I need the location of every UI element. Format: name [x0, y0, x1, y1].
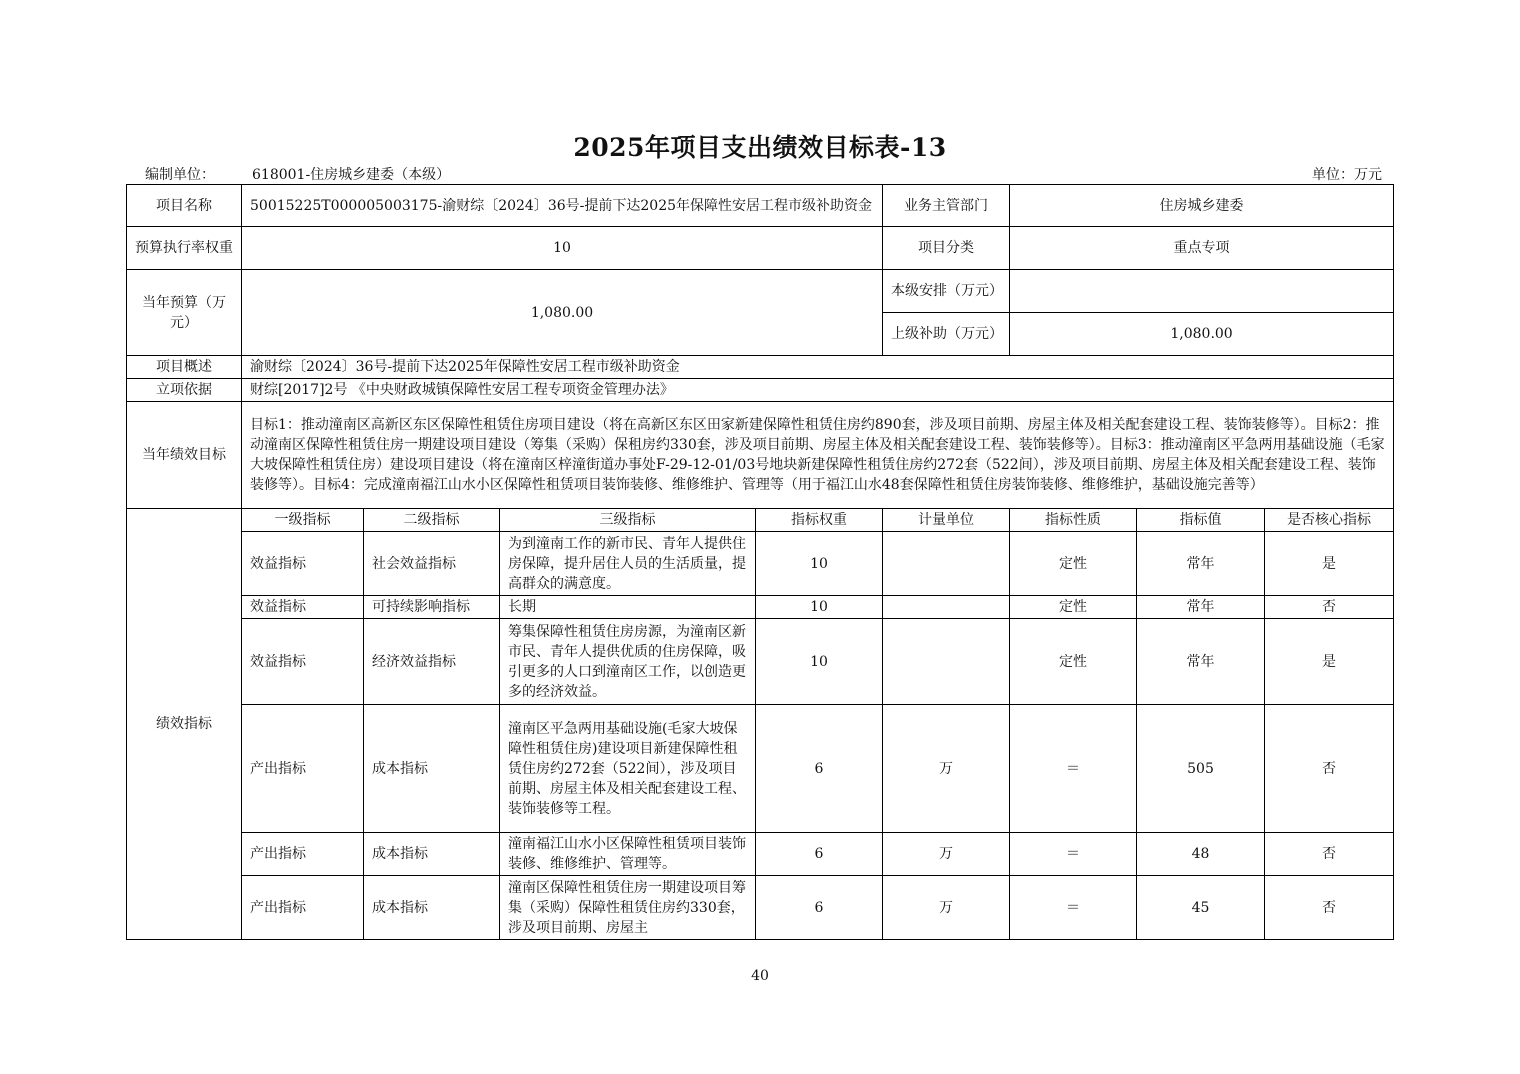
- row-level2: 成本指标: [364, 876, 500, 940]
- row-value: 505: [1137, 705, 1265, 833]
- upper-value: 1,080.00: [1010, 313, 1394, 356]
- summary-value: 渝财综〔2024〕36号-提前下达2025年保障性安居工程市级补助资金: [242, 356, 1394, 379]
- dept-label: 业务主管部门: [883, 185, 1010, 227]
- local-value: [1010, 270, 1394, 313]
- row-level3: 筹集保障性租赁住房房源，为潼南区新市民、青年人提供优质的住房保障，吸引更多的人口到潼南区工作，以创造更多的经济效益。: [500, 619, 756, 705]
- header-nature: 指标性质: [1010, 509, 1137, 532]
- project-name-label: 项目名称: [127, 185, 242, 227]
- row-core: 否: [1265, 705, 1394, 833]
- row-level2: 经济效益指标: [364, 619, 500, 705]
- row-nature: ＝: [1010, 705, 1137, 833]
- budget-value: 1,080.00: [242, 270, 883, 356]
- row-unit: [883, 532, 1010, 596]
- row-level1: 产出指标: [242, 705, 364, 833]
- row-core: 是: [1265, 532, 1394, 596]
- table-row: [127, 833, 1394, 876]
- row-level1: 产出指标: [242, 876, 364, 940]
- table-row: [127, 596, 1394, 619]
- currency-unit: 单位：万元: [1312, 167, 1382, 183]
- weight-value: 10: [242, 227, 883, 270]
- page-number: 40: [751, 968, 769, 984]
- row-level2: 可持续影响指标: [364, 596, 500, 619]
- row-level3: 潼南区平急两用基础设施(毛家大坡保障性租赁住房)建设项目新建保障性租赁住房约272套（522间），涉及项目前期、房屋主体及相关配套建设工程、装饰装修等工程。: [500, 705, 756, 833]
- row-level1: 效益指标: [242, 596, 364, 619]
- dept-value: 住房城乡建委: [1010, 185, 1394, 227]
- row-unit: 万: [883, 833, 1010, 876]
- category-value: 重点专项: [1010, 227, 1394, 270]
- row-level2: 社会效益指标: [364, 532, 500, 596]
- table-row: [127, 619, 1394, 705]
- row-weight: 10: [756, 619, 883, 705]
- row-level3: 潼南福江山水小区保障性租赁项目装饰装修、维修维护、管理等。: [500, 833, 756, 876]
- row-value: 48: [1137, 833, 1265, 876]
- row-weight: 6: [756, 876, 883, 940]
- row-nature: ＝: [1010, 833, 1137, 876]
- performance-table: [126, 184, 1394, 940]
- row-unit: [883, 596, 1010, 619]
- table-row: [127, 532, 1394, 596]
- row-nature: 定性: [1010, 596, 1137, 619]
- basis-value: 财综[2017]2号 《中央财政城镇保障性安居工程专项资金管理办法》: [242, 379, 1394, 402]
- row-level1: 产出指标: [242, 833, 364, 876]
- header-unit: 计量单位: [883, 509, 1010, 532]
- row-weight: 10: [756, 532, 883, 596]
- row-weight: 6: [756, 705, 883, 833]
- table-row: [127, 876, 1394, 940]
- row-level1: 效益指标: [242, 619, 364, 705]
- row-value: 常年: [1137, 532, 1265, 596]
- upper-label: 上级补助（万元）: [883, 313, 1010, 356]
- row-core: 否: [1265, 833, 1394, 876]
- compiling-unit-label: 编制单位：: [145, 167, 215, 183]
- category-label: 项目分类: [883, 227, 1010, 270]
- table-row: [127, 705, 1394, 833]
- header-weight: 指标权重: [756, 509, 883, 532]
- row-value: 常年: [1137, 619, 1265, 705]
- header-value: 指标值: [1137, 509, 1265, 532]
- row-core: 否: [1265, 876, 1394, 940]
- row-nature: ＝: [1010, 876, 1137, 940]
- basis-label: 立项依据: [127, 379, 242, 402]
- header-core: 是否核心指标: [1265, 509, 1394, 532]
- goal-label: 当年绩效目标: [127, 402, 242, 509]
- row-weight: 6: [756, 833, 883, 876]
- header-level2: 二级指标: [364, 509, 500, 532]
- row-nature: 定性: [1010, 532, 1137, 596]
- row-weight: 10: [756, 596, 883, 619]
- row-level3: 潼南区保障性租赁住房一期建设项目筹集（采购）保障性租赁住房约330套，涉及项目前期、房屋主: [500, 876, 756, 940]
- row-unit: 万: [883, 705, 1010, 833]
- row-value: 45: [1137, 876, 1265, 940]
- page-title: 2025年项目支出绩效目标表-13: [573, 133, 947, 162]
- row-unit: [883, 619, 1010, 705]
- project-name-value: 50015225T000005003175-渝财综〔2024〕36号-提前下达2025年保障性安居工程市级补助资金: [242, 185, 883, 227]
- row-core: 否: [1265, 596, 1394, 619]
- compiling-unit-value: 618001-住房城乡建委（本级）: [252, 167, 451, 183]
- header-level3: 三级指标: [500, 509, 756, 532]
- row-level3: 为到潼南工作的新市民、青年人提供住房保障，提升居住人员的生活质量，提高群众的满意度。: [500, 532, 756, 596]
- local-label: 本级安排（万元）: [883, 270, 1010, 313]
- row-unit: 万: [883, 876, 1010, 940]
- indicators-label: 绩效指标: [127, 509, 242, 940]
- row-level2: 成本指标: [364, 705, 500, 833]
- budget-label: 当年预算（万元）: [127, 270, 242, 356]
- row-nature: 定性: [1010, 619, 1137, 705]
- row-core: 是: [1265, 619, 1394, 705]
- row-level3: 长期: [500, 596, 756, 619]
- summary-label: 项目概述: [127, 356, 242, 379]
- goal-value: 目标1：推动潼南区高新区东区保障性租赁住房项目建设（将在高新区东区田家新建保障性租赁住房约890套，涉及项目前期、房屋主体及相关配套建设工程、装饰装修等）。目标2：推动潼南区保障性租赁住房一期建设项目建设（筹集（采购）保租房约330套，涉及项目前期、房屋主体及相关配套建设工程、装饰装修等）。目标3：推动潼南区平急两用基础设施（毛家大坡保障性租赁住房）建设项目建设（将在潼南区梓潼街道办事处F-29-12-01/03号地块新建保障性租赁住房约272套（522间），涉及项目前期、房屋主体及相关配套建设工程、装饰装修等）。目标4：完成潼南福江山水小区保障性租赁项目装饰装修、维修维护、管理等（用于福江山水48套保障性租赁住房装饰装修、维修维护，基础设施完善等）: [242, 402, 1394, 509]
- row-value: 常年: [1137, 596, 1265, 619]
- header-level1: 一级指标: [242, 509, 364, 532]
- weight-label: 预算执行率权重: [127, 227, 242, 270]
- row-level2: 成本指标: [364, 833, 500, 876]
- row-level1: 效益指标: [242, 532, 364, 596]
